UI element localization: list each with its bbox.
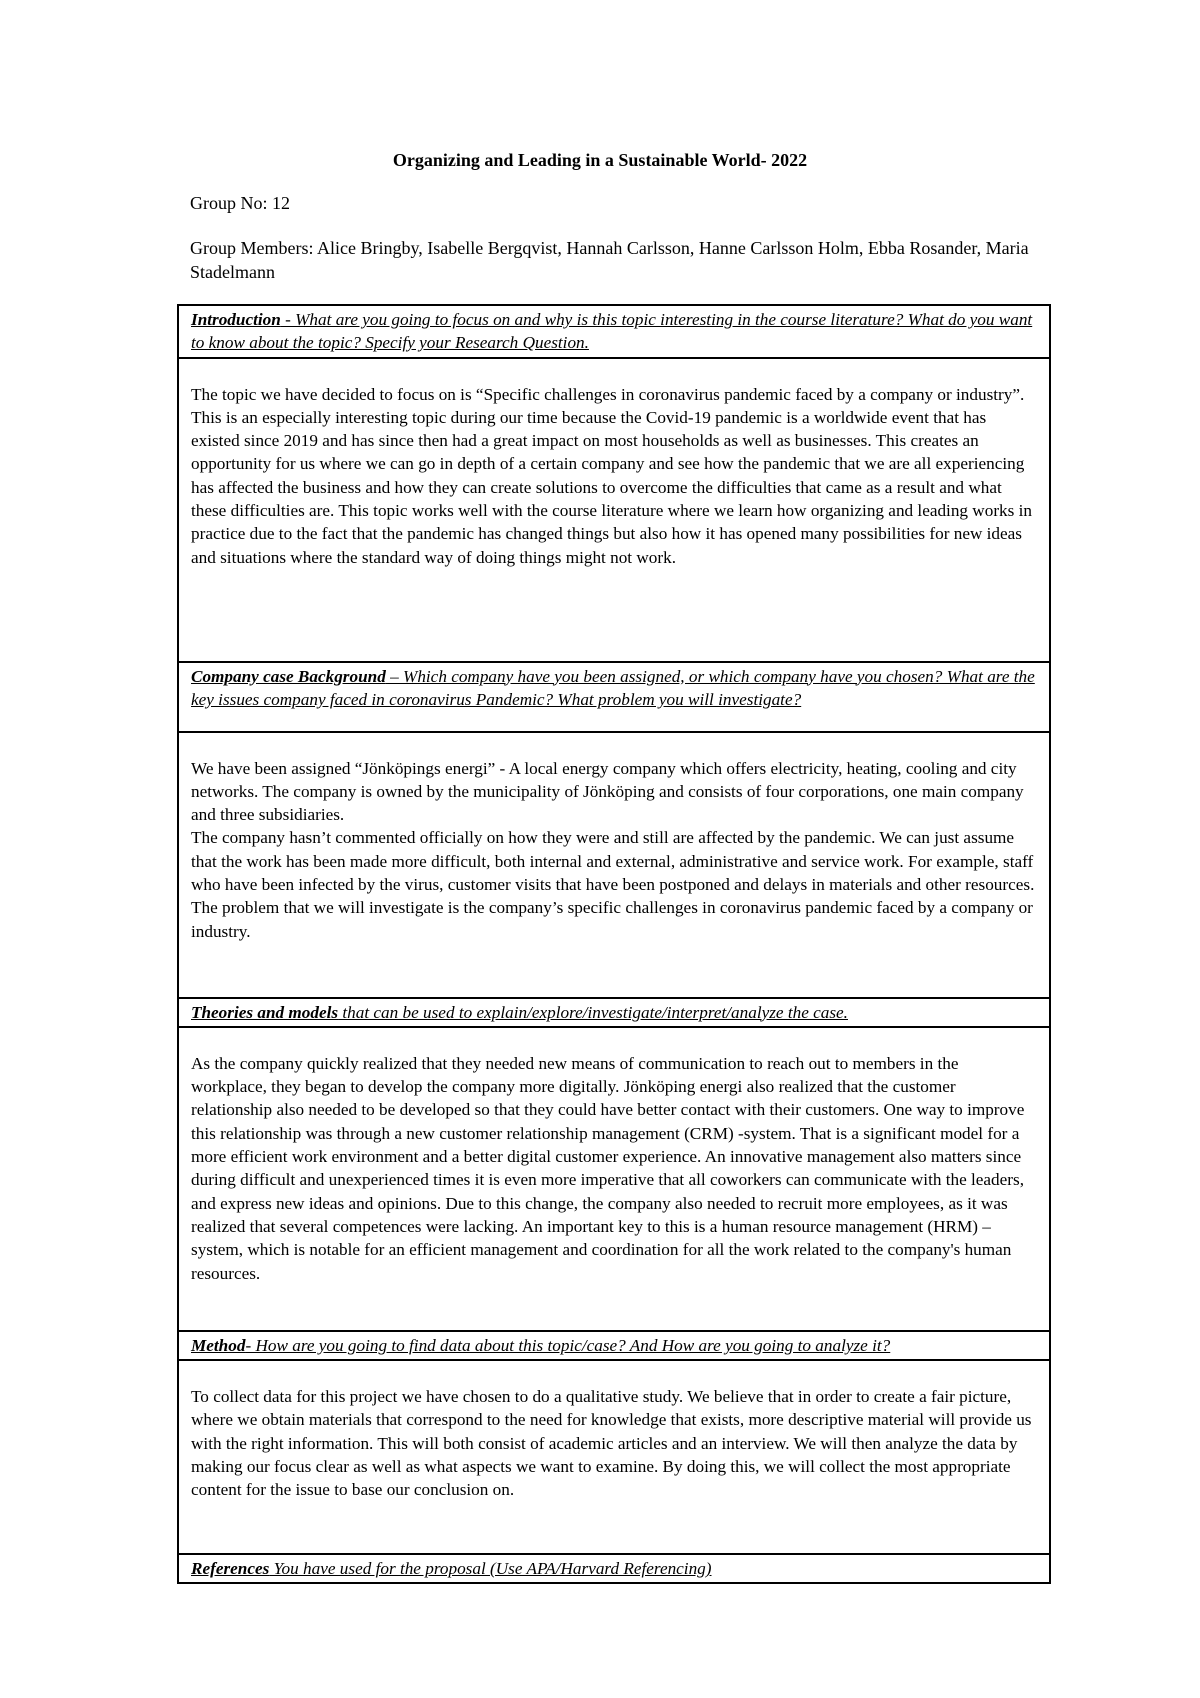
answer-cell <box>178 1027 1050 1331</box>
answer-paragraph: The company hasn’t commented officially on how they were and still are affected by the pandemic. We can just assume that the work has been made more difficult, both internal and external, administrative and service work. For example, staff who have been infected by the virus, customer visits that have been postponed and delays in materials and other resources. <box>191 828 1035 895</box>
group-number: Group No: 12 <box>190 193 290 213</box>
question-row-method <box>178 1331 1050 1360</box>
group-members: Group Members: Alice Bringby, Isabelle Bergqvist, Hannah Carlsson, Hanne Carlsson Holm, Ebba Rosander, Maria Stadelmann <box>190 238 1029 282</box>
answer-row-introduction <box>178 358 1050 662</box>
section-question: - How are you going to find data about this topic/case? And How are you going to analyze it? <box>245 1335 891 1355</box>
answer-cell <box>178 1360 1050 1554</box>
proposal-table <box>177 304 1051 1584</box>
section-question: You have used for the proposal (Use APA/Harvard Referencing) <box>269 1559 712 1579</box>
section-heading: Theories and models <box>191 1002 339 1022</box>
answer-paragraph: To collect data for this project we have chosen to do a qualitative study. We believe that in order to create a fair picture, where we obtain materials that correspond to the need for knowledge that exists, more descriptive material will provide us with the right information. This will both consist of academic articles and an interview. We will then analyze the data by making our focus clear as well as what aspects we want to examine. By doing this, we will collect the most appropriate content for the issue to base our conclusion on. <box>191 1387 1032 1500</box>
answer-paragraph: The problem that we will investigate is the company’s specific challenges in coronavirus pandemic faced by a company or industry. <box>191 898 1033 941</box>
question-row-introduction <box>178 305 1050 358</box>
answer-cell <box>178 358 1050 662</box>
section-heading: Company case Background <box>191 666 386 686</box>
document-title: Organizing and Leading in a Sustainable World- 2022 <box>392 150 808 170</box>
section-question: – Which company have you been assigned, or which company have you chosen? What are the key issues company faced in coronavirus Pandemic? What problem you will investigate? <box>191 666 1035 709</box>
section-question: - What are you going to focus on and why is this topic interesting in the course literature? What do you want to know about the topic? Specify your Research Question. <box>191 310 1033 353</box>
question-cell <box>178 662 1050 732</box>
answer-row-method <box>178 1360 1050 1554</box>
answer-paragraph: As the company quickly realized that they needed new means of communication to reach out to members in the workplace, they began to develop the company more digitally. Jönköping energi also realized that the customer relationship also needed to be developed so that they could have better contact with their customers. One way to improve this relationship was through a new customer relationship management (CRM) -system. That is a significant model for a more efficient work environment and a better digital customer experience. An innovative management also matters since during difficult and unexperienced times it is even more imperative that all coworkers can communicate with the leaders, and express new ideas and opinions. Due to this change, the company also needed to recruit more employees, as it was realized that several competences were lacking. An important key to this is a human resource management (HRM) – system, which is notable for an efficient management and coordination for all the work related to the company's human resources. <box>191 1053 1025 1283</box>
section-heading: Introduction <box>191 310 281 329</box>
question-row-theories <box>178 998 1050 1027</box>
question-row-references <box>178 1554 1050 1583</box>
question-cell <box>178 1554 1050 1583</box>
answer-paragraph: The topic we have decided to focus on is “Specific challenges in coronavirus pandemic faced by a company or industry”. This is an especially interesting topic during our time because the Covid-19 pandemic is a worldwide event that has existed since 2019 and has since then had a great impact on most households as well as businesses. This creates an opportunity for us where we can go in depth of a certain company and see how the pandemic that we are all experiencing has affected the business and how they can create solutions to overcome the difficulties that came as a result and what these difficulties are. This topic works well with the course literature where we learn how organizing and leading works in practice due to the fact that the pandemic has changed things but also how it has opened many possibilities for new ideas and situations where the standard way of doing things might not work. <box>191 384 1032 567</box>
question-cell <box>178 998 1050 1027</box>
question-row-company-background <box>178 662 1050 732</box>
section-heading: Method <box>191 1335 246 1355</box>
answer-row-company-background <box>178 732 1050 998</box>
question-cell <box>178 305 1050 358</box>
question-cell <box>178 1331 1050 1360</box>
answer-row-theories <box>178 1027 1050 1331</box>
section-question: that can be used to explain/explore/investigate/interpret/analyze the case. <box>338 1002 848 1022</box>
section-heading: References <box>191 1559 270 1579</box>
answer-paragraph: We have been assigned “Jönköpings energi” - A local energy company which offers electricity, heating, cooling and city networks. The company is owned by the municipality of Jönköping and consists of four corporations, one main company and three subsidiaries. <box>191 758 1024 825</box>
answer-cell <box>178 732 1050 998</box>
